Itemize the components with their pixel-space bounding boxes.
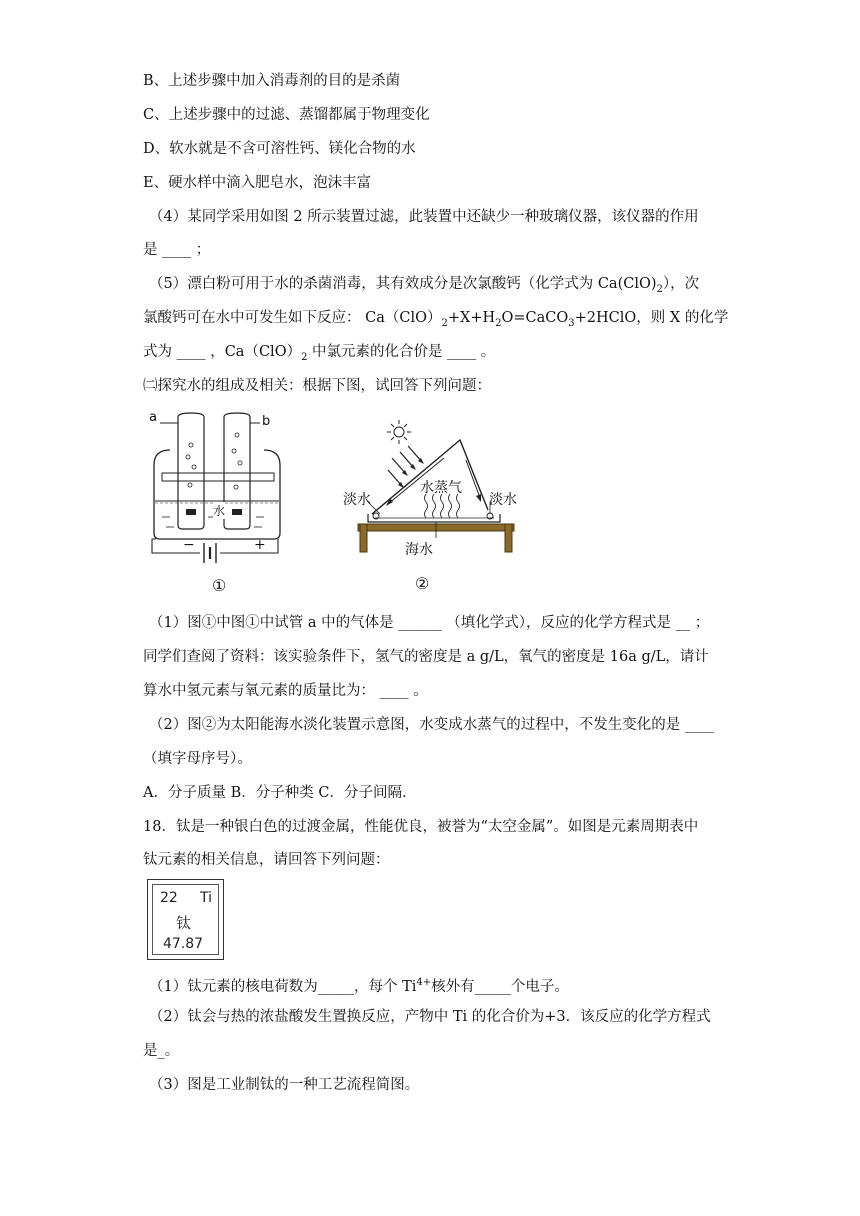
tube-b-label: b: [262, 414, 271, 429]
section-2-q1-line1: （1）图①中图①中试管 a 中的气体是 ______ （填化学式），反应的化学方程式是 __ ；: [149, 615, 710, 631]
superscript: 4+: [416, 977, 432, 988]
text-segment: 核外有_____个电子。: [431, 978, 569, 995]
text-segment: 中氯元素的化合价是 ____ 。: [307, 344, 496, 360]
section-2-q1-line2: 同学们查阅了资料：该实验条件下，氢气的密度是 a g/L，氧气的密度是 16a g/L，请计: [143, 649, 709, 665]
tube-a-label: a: [149, 410, 157, 425]
question-4-line1: （4）某同学采用如图 2 所示装置过滤，此装置中还缺少一种玻璃仪器，该仪器的作用: [149, 209, 699, 225]
text-segment: （5）漂白粉可用于水的杀菌消毒，其有效成分是次氯酸钙（化学式为 Ca(ClO): [149, 276, 657, 292]
question-18-line1: 18．钛是一种银白色的过渡金属，性能优良，被誉为“太空金属”。如图是元素周期表中: [143, 819, 699, 835]
option-b: B、上述步骤中加入消毒剂的目的是杀菌: [143, 73, 401, 89]
positive-terminal-label: +: [254, 537, 266, 553]
option-c: C、上述步骤中的过滤、蒸馏都属于物理变化: [143, 107, 430, 123]
element-name: 钛: [176, 914, 192, 932]
atomic-number: 22: [160, 890, 178, 906]
section-2-q2-line2: （填字母序号）。: [143, 751, 252, 767]
fresh-water-right-label: 淡水: [489, 492, 517, 508]
negative-terminal-label: −: [183, 537, 195, 553]
text-segment: 式为 ____ ，Ca（ClO）: [143, 344, 302, 360]
subscript: 3: [568, 317, 575, 329]
figure-2-caption: ②: [415, 574, 430, 593]
question-4-line2: 是 ____ ；: [143, 242, 211, 258]
question-18-q3: （3）图是工业制钛的一种工艺流程简图。: [149, 1077, 420, 1093]
text-segment: +2HClO，则 X 的化学: [574, 310, 729, 326]
section-2-q2-options: A．分子质量 B．分子种类 C．分子间隔．: [143, 785, 417, 801]
text-segment: 氯酸钙可在水中可发生如下反应： Ca（ClO）: [143, 310, 442, 326]
section-2-q2-line1: （2）图②为太阳能海水淡化装置示意图，水变成水蒸气的过程中，不发生变化的是 ____: [149, 717, 714, 733]
water-label: 水: [213, 504, 226, 518]
text-segment: ），次: [662, 276, 700, 292]
text-segment: O=CaCO: [501, 310, 569, 326]
question-18-q2-line1: （2）钛会与热的浓盐酸发生置换反应，产物中 Ti 的化合价为+3．该反应的化学方程式: [149, 1009, 711, 1025]
question-5-line1: [149, 274, 699, 300]
question-5-line3: [143, 342, 495, 368]
question-18-line2: 钛元素的相关信息，请回答下列问题：: [143, 852, 390, 868]
question-18-q1: [149, 973, 569, 997]
option-e: E、硬水样中滴入肥皂水，泡沫丰富: [143, 175, 372, 191]
option-d: D、软水就是不含可溶性钙、镁化合物的水: [143, 141, 416, 157]
subscript: 2: [495, 317, 502, 329]
element-symbol: Ti: [200, 890, 213, 906]
text-segment: （1）钛元素的核电荷数为_____，每个 Ti: [149, 978, 417, 995]
atomic-mass: 47.87: [163, 936, 204, 952]
text-segment: +X+H: [447, 310, 496, 326]
fresh-water-left-label: 淡水: [343, 492, 371, 508]
seawater-label: 海水: [405, 542, 433, 558]
question-5-line2: [143, 308, 728, 334]
figure-1-caption: ①: [212, 576, 227, 595]
section-2-heading: ㈡探究水的组成及相关：根据下图，试回答下列问题：: [143, 378, 491, 394]
subscript: 2: [656, 283, 663, 295]
section-2-q1-line3: 算水中氢元素与氧元素的质量比为： ____ 。: [143, 683, 428, 699]
periodic-element-tile: [147, 879, 224, 960]
subscript: 2: [441, 317, 448, 329]
question-18-q2-line2: 是_。: [143, 1043, 180, 1059]
water-vapor-label: 水蒸气: [420, 480, 462, 496]
subscript: 2: [301, 351, 308, 363]
